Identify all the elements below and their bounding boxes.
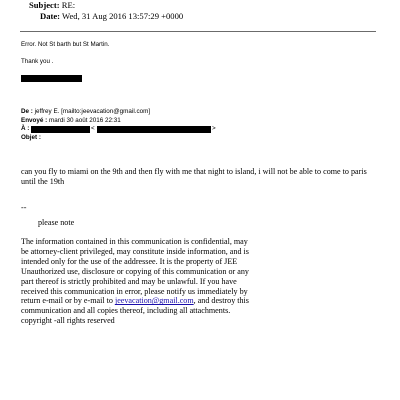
forward-to-label: À : [21, 125, 30, 132]
reply-line-1: Error. Not St barth but St Martin. [21, 41, 110, 48]
forward-sent-row [21, 117, 121, 125]
date-value: Wed, 31 Aug 2016 13:57:29 +0000 [62, 11, 184, 21]
disclaimer-text-end: , and destroy this communication and all copies thereof, including all attachments. copyright -all rights reserved [21, 296, 249, 326]
reply-line-2: Thank you . [21, 58, 54, 65]
confidentiality-disclaimer [21, 237, 251, 326]
redacted-recipient-email [97, 126, 211, 133]
forward-subject-row [21, 134, 41, 142]
subject-value: RE: [61, 0, 76, 10]
please-note: please note [38, 218, 75, 227]
forward-sent-label: Envoyé : [21, 116, 48, 124]
forward-from-label: De : [21, 108, 33, 115]
disclaimer-email-link[interactable]: jeevacation@gmail.com [114, 296, 194, 306]
forward-to-bracket-open: < [91, 125, 95, 132]
date-row [40, 11, 183, 21]
disclaimer-text-start: The information contained in this communication is confidential, may be attorney-client privileged, may constitute inside information, and is intended only for the use of the addressee. It is the property of JEE Unauthorized use, disclosure or copying of this communication or any part thereof is strictly prohibited and may be unlawful. If you have received this communication in error, please notify us immediately by return e-mail or by e-mail to [21, 237, 249, 306]
forward-to-row [21, 125, 29, 133]
header-divider [20, 31, 376, 32]
forward-from-value: jeffrey E. [mailto:jeevacation@gmail.com] [34, 108, 151, 115]
forward-to-bracket-close: > [212, 125, 216, 132]
date-label: Date: [40, 11, 61, 21]
redacted-recipient-name [31, 126, 90, 133]
forward-subject-label: Objet : [21, 133, 41, 141]
signature-dashes: -- [21, 203, 27, 212]
redacted-signature [21, 75, 82, 82]
subject-label: Subject: [29, 0, 60, 10]
message-body: can you fly to miami on the 9th and then fly with me that night to island, i will not be able to come to paris until the 19th [21, 167, 367, 186]
forward-from-row [21, 108, 150, 116]
subject-row [29, 0, 75, 10]
forward-sent-value: mardi 30 août 2016 22:31 [49, 116, 121, 124]
